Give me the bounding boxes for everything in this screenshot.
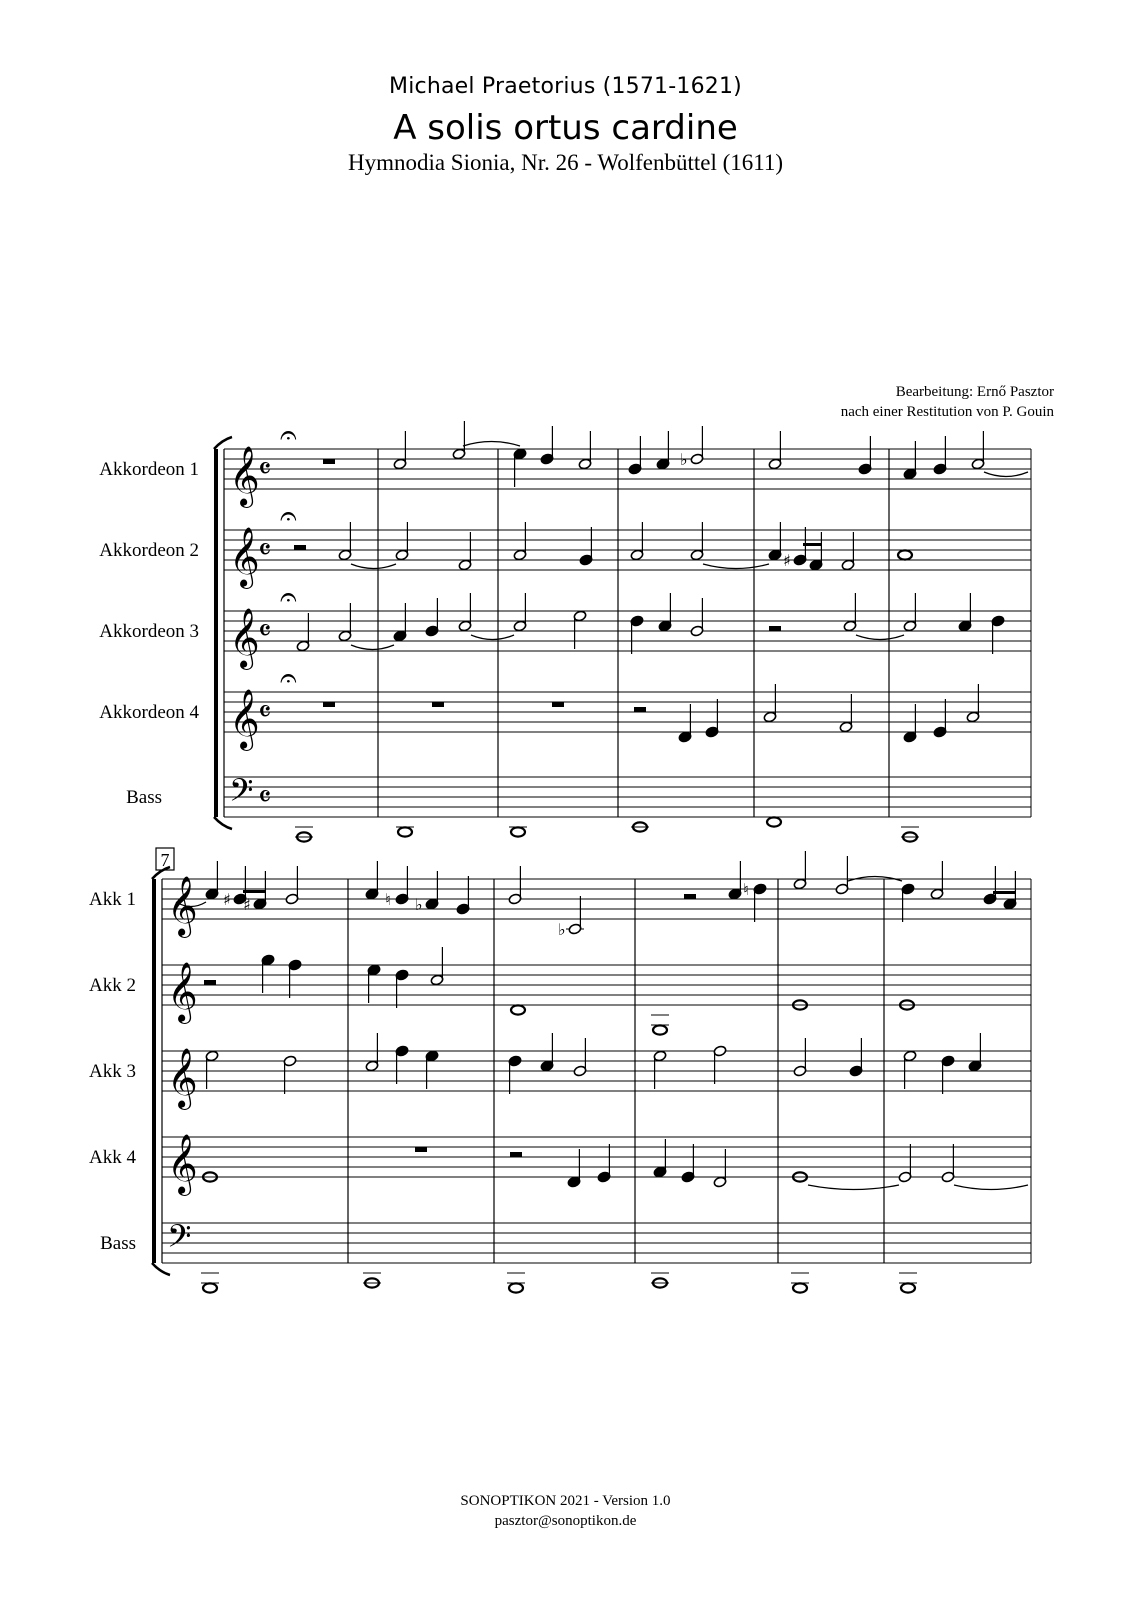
whole-note xyxy=(901,1283,915,1292)
beam xyxy=(803,543,822,546)
staff-label: Akk 1 xyxy=(89,889,136,910)
staff-label: Bass xyxy=(126,787,162,808)
composer: Michael Praetorius (1571-1621) xyxy=(389,74,742,99)
sharp-sign: ♯ xyxy=(783,551,791,570)
bracket-bottom xyxy=(152,1263,170,1275)
measure-number: 7 xyxy=(160,850,170,870)
whole-note xyxy=(511,827,525,836)
flat-sign: ♭ xyxy=(680,450,688,469)
common-time: 𝄴 xyxy=(258,614,272,649)
common-time: 𝄴 xyxy=(258,533,272,568)
fermata: 𝄐 xyxy=(280,580,297,615)
half-rest xyxy=(294,545,306,550)
tie xyxy=(954,1185,1028,1190)
footer-email: pasztor@sonoptikon.de xyxy=(494,1513,637,1529)
system-bracket xyxy=(152,879,156,1263)
staff-label: Akkordeon 2 xyxy=(99,540,199,561)
tie xyxy=(703,564,769,569)
whole-rest xyxy=(552,702,564,707)
natural-sign: ♮ xyxy=(743,880,749,899)
footer-publisher: SONOPTIKON 2021 - Version 1.0 xyxy=(460,1493,671,1509)
half-rest xyxy=(684,894,696,899)
treble-clef: 𝄞 xyxy=(167,1134,198,1194)
half-rest xyxy=(634,707,646,712)
whole-note xyxy=(653,1025,667,1034)
bracket-bottom xyxy=(214,817,232,829)
whole-note xyxy=(509,1283,523,1292)
flat-sign: ♭ xyxy=(558,920,566,939)
sharp-sign: ♯ xyxy=(223,890,231,909)
whole-rest xyxy=(415,1147,427,1152)
whole-note xyxy=(898,550,912,559)
staff-label: Akk 2 xyxy=(89,975,136,996)
bass-clef: 𝄢 xyxy=(167,1218,192,1262)
tie xyxy=(351,564,396,569)
bass-clef: 𝄢 xyxy=(229,772,254,816)
tie xyxy=(808,1185,899,1190)
fermata: 𝄐 xyxy=(280,418,297,453)
half-rest xyxy=(204,980,216,985)
treble-clef: 𝄞 xyxy=(167,876,198,936)
staff-label: Akkordeon 3 xyxy=(99,621,199,642)
whole-note xyxy=(793,1283,807,1292)
whole-note xyxy=(398,827,412,836)
staff-label: Akkordeon 4 xyxy=(99,702,199,723)
arranger-credit: Bearbeitung: Ernő Pasztor xyxy=(895,384,1054,400)
tie xyxy=(856,635,904,640)
fermata: 𝄐 xyxy=(280,661,297,696)
tie xyxy=(471,635,514,640)
whole-note xyxy=(511,1005,525,1014)
whole-note xyxy=(203,1283,217,1292)
beam xyxy=(243,890,265,893)
treble-clef: 𝄞 xyxy=(229,446,260,506)
whole-rest xyxy=(323,459,335,464)
common-time: 𝄴 xyxy=(258,695,272,730)
half-rest xyxy=(510,1152,522,1157)
staff-label: Akk 4 xyxy=(89,1147,136,1168)
treble-clef: 𝄞 xyxy=(167,962,198,1022)
system-2 xyxy=(89,848,1031,1293)
tie xyxy=(351,645,394,650)
treble-clef: 𝄞 xyxy=(229,608,260,668)
page-subtitle: Hymnodia Sionia, Nr. 26 - Wolfenbüttel (1611) xyxy=(347,150,784,175)
restitution-credit: nach einer Restitution von P. Gouin xyxy=(840,404,1054,420)
tie xyxy=(463,442,520,447)
staff-label: Bass xyxy=(100,1233,136,1254)
system-1 xyxy=(99,418,1031,842)
fermata: 𝄐 xyxy=(280,499,297,534)
natural-sign: ♮ xyxy=(385,890,391,909)
beam xyxy=(993,891,1015,894)
common-time: 𝄴 xyxy=(258,780,272,815)
treble-clef: 𝄞 xyxy=(229,689,260,749)
whole-note xyxy=(767,817,781,826)
system-bracket xyxy=(214,449,218,817)
staff-label: Akk 3 xyxy=(89,1061,136,1082)
page-title: A solis ortus cardine xyxy=(393,108,738,148)
staff-label: Akkordeon 1 xyxy=(99,459,199,480)
tie xyxy=(984,472,1028,477)
half-rest xyxy=(769,626,781,631)
sharp-sign: ♯ xyxy=(243,895,251,914)
whole-rest xyxy=(323,702,335,707)
common-time: 𝄴 xyxy=(258,452,272,487)
treble-clef: 𝄞 xyxy=(167,1048,198,1108)
flat-sign: ♭ xyxy=(415,895,423,914)
whole-rest xyxy=(432,702,444,707)
treble-clef: 𝄞 xyxy=(229,527,260,587)
